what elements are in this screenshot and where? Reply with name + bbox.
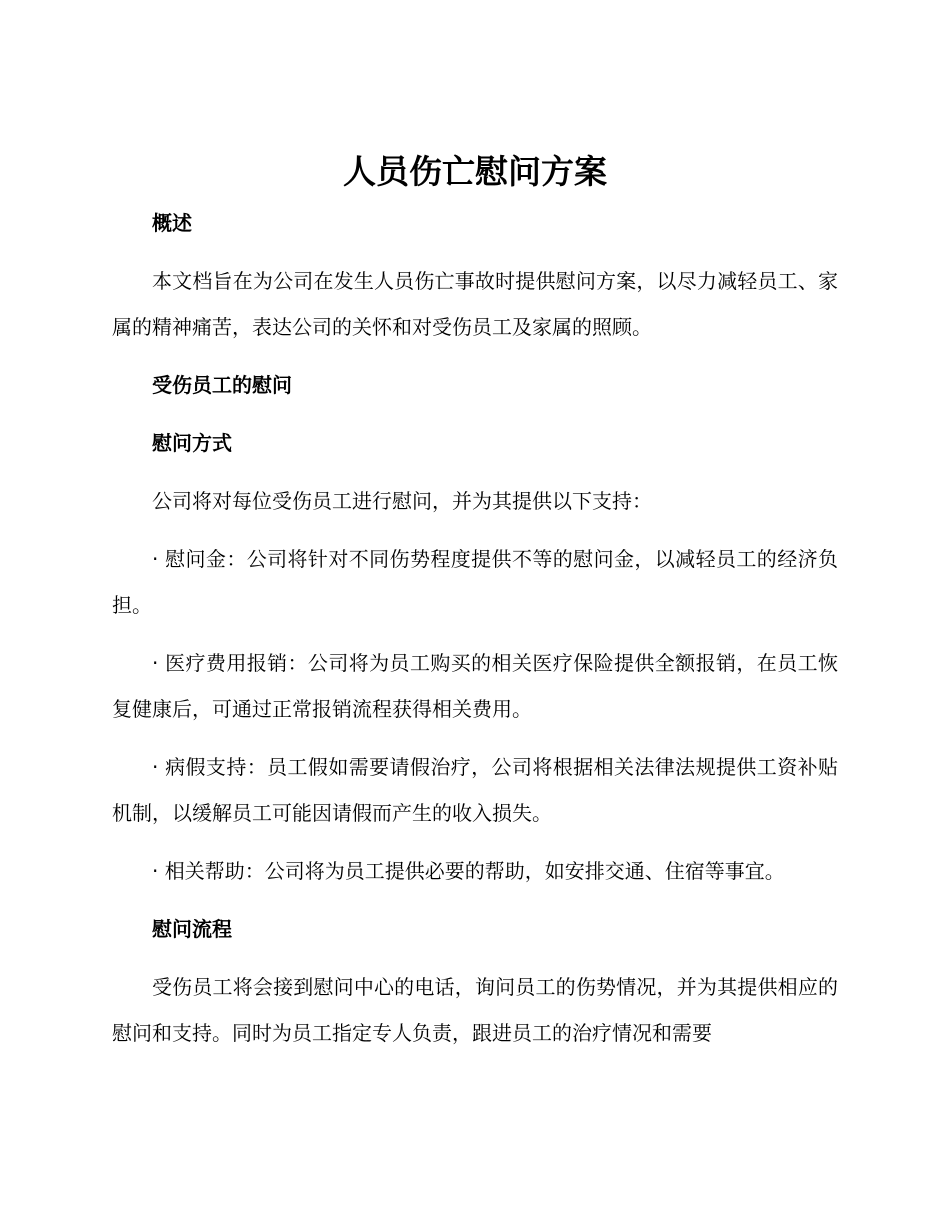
bullet-item-related-help: · 相关帮助：公司将为员工提供必要的帮助，如安排交通、住宿等事宜。 bbox=[152, 859, 785, 883]
subsection-heading-methods: 慰问方式 bbox=[152, 431, 232, 455]
document-title: 人员伤亡慰问方案 bbox=[343, 152, 607, 191]
section-heading-overview: 概述 bbox=[152, 211, 192, 235]
paragraph-process: 受伤员工将会接到慰问中心的电话，询问员工的伤势情况，并为其提供相应的慰问和支持。同时为员工指定专人负责，跟进员工的治疗情况和需要 bbox=[112, 975, 838, 1045]
paragraph-overview: 本文档旨在为公司在发生人员伤亡事故时提供慰问方案，以尽力减轻员工、家属的精神痛苦，表达公司的关怀和对受伤员工及家属的照顾。 bbox=[112, 269, 838, 339]
bullet-item-condolence-money: · 慰问金：公司将针对不同伤势程度提供不等的慰问金，以减轻员工的经济负担。 bbox=[112, 547, 838, 617]
paragraph-methods-intro: 公司将对每位受伤员工进行慰问，并为其提供以下支持： bbox=[152, 489, 652, 513]
section-heading-injured-staff: 受伤员工的慰问 bbox=[152, 373, 292, 397]
subsection-heading-process: 慰问流程 bbox=[152, 917, 232, 941]
bullet-item-medical-reimbursement: · 医疗费用报销：公司将为员工购买的相关医疗保险提供全额报销，在员工恢复健康后，可通过正常报销流程获得相关费用。 bbox=[112, 651, 838, 721]
bullet-item-sick-leave: · 病假支持：员工假如需要请假治疗，公司将根据相关法律法规提供工资补贴机制，以缓解员工可能因请假而产生的收入损失。 bbox=[112, 755, 838, 825]
